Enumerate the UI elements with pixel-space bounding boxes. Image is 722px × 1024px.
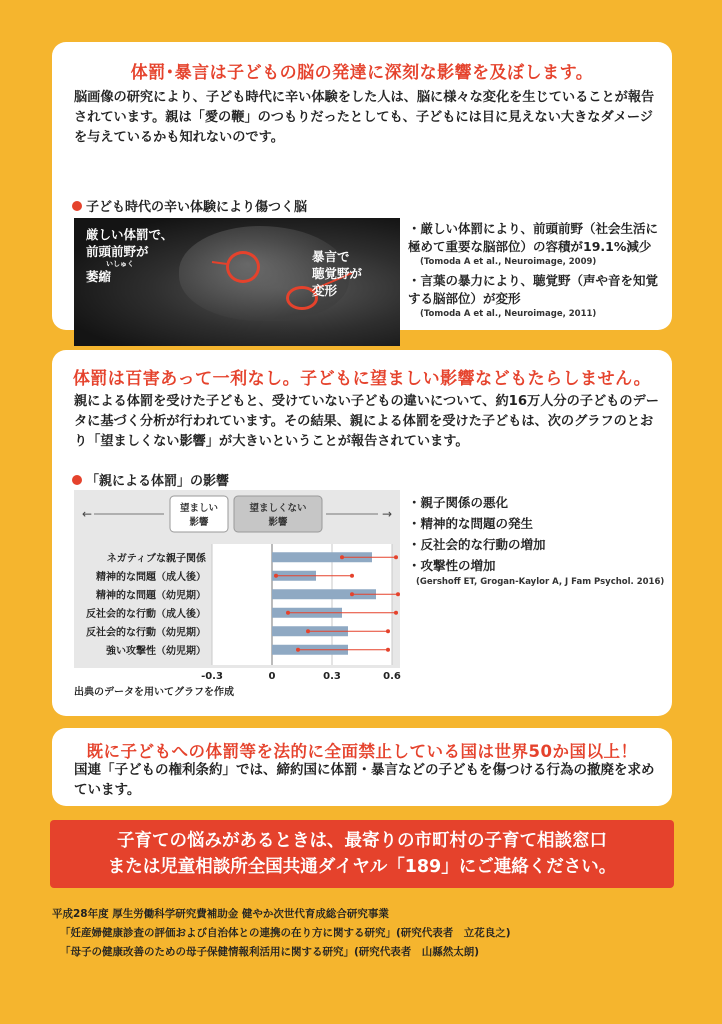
punishment-card-title: 体罰は百害あって一利なし。子どもに望ましい影響などもたらしません。 — [72, 369, 652, 389]
category-label: 強い攻撃性（幼児期） — [106, 645, 206, 657]
x-tick-label: -0.3 — [201, 671, 223, 682]
chart-subheading-text: 「親による体罰」の影響 — [86, 474, 230, 489]
brain-card — [52, 42, 672, 330]
effect-item: ・精神的な問題の発生 — [408, 516, 534, 531]
brain-label-frontal: 厳しい体罰で、 前頭前野が いしゅく 萎縮 — [86, 227, 174, 284]
interval-high-point — [396, 592, 400, 596]
brain-subheading — [72, 196, 307, 215]
x-tick-label: 0.3 — [323, 671, 341, 682]
category-label: ネガティブな親子関係 — [106, 553, 206, 565]
legend-arrow-left: ← — [82, 507, 93, 521]
category-label: 精神的な問題（幼児期） — [96, 590, 206, 602]
finding-1-ref: (Tomoda A et al., Neuroimage, 2009) — [420, 257, 597, 267]
category-label: 精神的な問題（成人後） — [96, 571, 206, 583]
legend-arrow-right: → — [382, 507, 393, 521]
effects-chart-svg — [74, 490, 401, 682]
legend-bad-label-1: 望ましくない — [249, 503, 307, 514]
bullet-dot-icon — [72, 201, 82, 211]
interval-low-point — [274, 574, 278, 578]
banner-line-2: または児童相談所全国共通ダイヤル「189」にご連絡ください。 — [107, 857, 617, 877]
x-tick-label: 0.6 — [383, 671, 401, 682]
banner-line-1: 子育ての悩みがあるときは、最寄りの市町村の子育て相談窓口 — [117, 831, 607, 851]
law-card — [52, 728, 672, 806]
brain-subheading-text: 子ども時代の辛い体験により傷つく脳 — [86, 200, 308, 215]
interval-low-point — [350, 592, 354, 596]
interval-low-point — [286, 611, 290, 615]
effect-item: ・攻撃性の増加 — [408, 558, 496, 573]
finding-1: ・厳しい体罰により、前頭前野（社会生活に極めて重要な脳部位）の容積が19.1%減少 — [408, 221, 659, 254]
interval-high-point — [350, 574, 354, 578]
effect-item: ・親子関係の悪化 — [408, 495, 509, 510]
legend-good-label-1: 望ましい — [179, 503, 219, 514]
interval-high-point — [386, 648, 390, 652]
bullet-dot-icon — [72, 475, 82, 485]
finding-2-ref: (Tomoda A et al., Neuroimage, 2011) — [420, 309, 597, 319]
effects-list — [408, 492, 666, 592]
effects-ref: (Gershoff ET, Grogan-Kaylor A, J Fam Psychol. 2016) — [416, 577, 665, 587]
interval-high-point — [394, 555, 398, 559]
brain-card-title: 体罰･暴言は子どもの脳の発達に深刻な影響を及ぼします。 — [130, 63, 594, 83]
legend-good-label-2: 影響 — [189, 517, 209, 528]
x-tick-label: 0 — [268, 671, 276, 682]
finding-2: ・言葉の暴力により、聴覚野（声や音を知覚する脳部位）が変形 — [408, 273, 659, 306]
footer-line-3: 「母子の健康改善のための母子保健情報利活用に関する研究」(研究代表者 山縣然太朗) — [60, 946, 480, 958]
brain-findings — [408, 220, 666, 324]
law-card-title: 既に子どもへの体罰等を法的に全面禁止している国は世界50か国以上！ — [86, 742, 638, 761]
research-footer — [52, 905, 672, 962]
category-label: 反社会的な行動（幼児期） — [86, 627, 206, 639]
footer-line-1: 平成28年度 厚生労働科学研究費補助金 健やか次世代育成総合研究事業 — [52, 908, 389, 920]
footer-line-2: 「妊産婦健康診査の評価および自治体との連携の在り方に関する研究」(研究代表者 立花良之) — [60, 927, 511, 939]
brain-image — [74, 218, 400, 346]
effect-item: ・反社会的な行動の増加 — [408, 537, 546, 552]
interval-high-point — [386, 629, 390, 633]
brain-label-auditory: 暴言で 聴覚野が 変形 — [312, 249, 363, 298]
interval-low-point — [340, 555, 344, 559]
brain-card-body: 脳画像の研究により、子ども時代に辛い体験をした人は、脳に様々な変化を生じていることが報告されています。親は「愛の鞭」のつもりだったとしても、子どもには目に見えない大きなダメージを与えているかも知れないのです。 — [74, 90, 655, 145]
chart-subheading — [72, 470, 229, 489]
punishment-card — [52, 350, 672, 716]
punishment-card-body: 親による体罰を受けた子どもと、受けていない子どもの違いについて、約16万人分の子どものデータに基づく分析が行われています。その結果、親による体罰を受けた子どもは、次のグラフのとおり「望ましくない影響」が大きいということが報告されています。 — [74, 394, 659, 449]
category-label: 反社会的な行動（成人後） — [86, 608, 206, 620]
interval-low-point — [296, 648, 300, 652]
interval-low-point — [306, 629, 310, 633]
consultation-banner — [50, 820, 674, 888]
law-card-body: 国連「子どもの権利条約」では、締約国に体罰・暴言などの子どもを傷つける行為の撤廃を求めています。 — [74, 762, 655, 798]
effects-chart — [74, 490, 401, 682]
interval-high-point — [394, 611, 398, 615]
legend-bad-label-2: 影響 — [268, 517, 288, 528]
chart-credit: 出典のデータを用いてグラフを作成 — [74, 687, 234, 698]
